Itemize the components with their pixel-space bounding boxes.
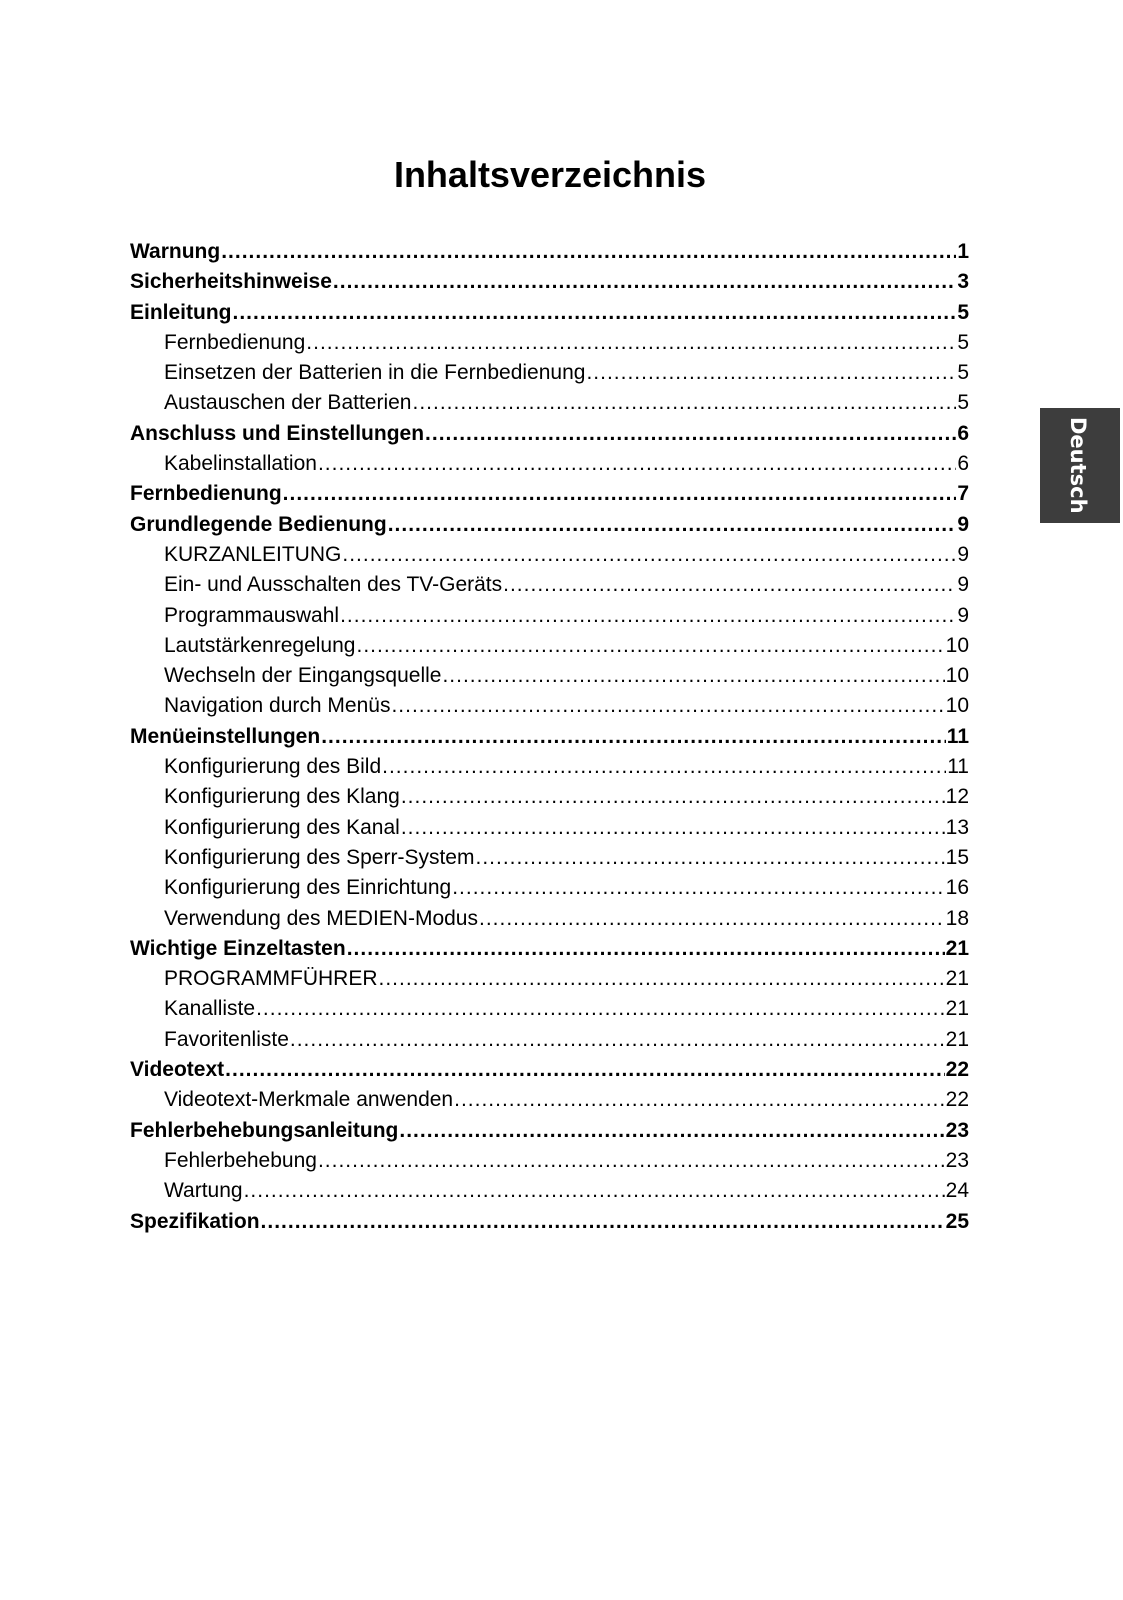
toc-dot-leader — [452, 876, 944, 900]
toc-page-number: 10 — [945, 633, 969, 657]
toc-subsection-entry[interactable] — [130, 1028, 969, 1058]
toc-entry-label: Videotext-Merkmale anwenden — [164, 1088, 454, 1112]
page-title: Inhaltsverzeichnis — [393, 154, 707, 195]
toc-page-number: 13 — [945, 815, 969, 839]
toc-dot-leader — [318, 452, 956, 476]
toc-entry-label: Fehlerbehebungsanleitung — [130, 1118, 399, 1142]
toc-dot-leader — [347, 937, 945, 961]
toc-page-number: 11 — [947, 755, 969, 779]
toc-page-number: 5 — [957, 361, 969, 385]
toc-subsection-entry[interactable] — [130, 1088, 969, 1118]
language-tab — [1040, 408, 1120, 523]
toc-page-number: 7 — [957, 482, 969, 506]
toc-dot-leader — [413, 391, 957, 415]
toc-subsection-entry[interactable] — [130, 1179, 969, 1209]
toc-subsection-entry[interactable] — [130, 664, 969, 694]
toc-dot-leader — [356, 634, 944, 658]
toc-entry-label: Konfigurierung des Bild — [164, 755, 382, 779]
toc-entry-label: Wechseln der Eingangsquelle — [164, 664, 442, 688]
toc-entry-label: Anschluss und Einstellungen — [130, 421, 425, 445]
toc-entry-label: Favoritenliste — [164, 1027, 289, 1051]
toc-entry-label: Programmauswahl — [164, 603, 340, 627]
toc-entry-label: Konfigurierung des Kanal — [164, 815, 400, 839]
toc-dot-leader — [321, 725, 946, 749]
toc-dot-leader — [503, 573, 956, 597]
toc-entry-label: Austauschen der Batterien — [164, 391, 412, 415]
toc-entry-label: Wichtige Einzeltasten — [130, 936, 346, 960]
toc-page-number: 15 — [945, 845, 969, 869]
toc-page-number: 1 — [957, 240, 969, 263]
toc-subsection-entry[interactable] — [130, 846, 969, 876]
toc-dot-leader — [340, 604, 956, 628]
toc-subsection-entry[interactable] — [130, 604, 969, 634]
toc-entry-label: Fernbedienung — [130, 482, 282, 506]
toc-subsection-entry[interactable] — [130, 997, 969, 1027]
toc-subsection-entry[interactable] — [130, 816, 969, 846]
toc-dot-leader — [233, 301, 957, 325]
toc-entry-label: Menüeinstellungen — [130, 724, 321, 748]
toc-section-entry[interactable] — [130, 1210, 969, 1240]
toc-page-number: 10 — [945, 664, 969, 688]
toc-dot-leader — [221, 240, 956, 264]
toc-dot-leader — [388, 513, 957, 537]
toc-dot-leader — [382, 755, 946, 779]
toc-subsection-entry[interactable] — [130, 361, 969, 391]
toc-dot-leader — [401, 816, 945, 840]
toc-entry-label: Kabelinstallation — [164, 452, 317, 476]
toc-section-entry[interactable] — [130, 1119, 969, 1149]
toc-entry-label: Fernbedienung — [164, 330, 306, 354]
toc-entry-label: Wartung — [164, 1179, 243, 1203]
toc-dot-leader — [454, 1088, 945, 1112]
toc-subsection-entry[interactable] — [130, 967, 969, 997]
toc-page-number: 6 — [957, 452, 969, 476]
toc-dot-leader — [261, 1210, 945, 1234]
toc-subsection-entry[interactable] — [130, 785, 969, 815]
toc-section-entry[interactable] — [130, 482, 969, 512]
toc-subsection-entry[interactable] — [130, 876, 969, 906]
toc-subsection-entry[interactable] — [130, 1149, 969, 1179]
toc-section-entry[interactable] — [130, 270, 969, 300]
toc-dot-leader — [586, 361, 956, 385]
toc-dot-leader — [342, 543, 956, 567]
toc-dot-leader — [391, 694, 944, 718]
toc-entry-label: Grundlegende Bedienung — [130, 512, 387, 536]
toc-page-number: 5 — [957, 330, 969, 354]
toc-section-entry[interactable] — [130, 937, 969, 967]
toc-page-number: 9 — [957, 603, 969, 627]
toc-page-number: 16 — [945, 876, 969, 900]
toc-entry-label: Ein- und Ausschalten des TV-Geräts — [164, 573, 503, 597]
toc-section-entry[interactable] — [130, 725, 969, 755]
table-of-contents — [130, 240, 969, 1240]
toc-page-number: 21 — [945, 936, 969, 960]
toc-dot-leader — [479, 907, 945, 931]
toc-dot-leader — [225, 1058, 944, 1082]
toc-page-number: 24 — [945, 1179, 969, 1203]
toc-entry-label: PROGRAMMFÜHRER — [164, 967, 378, 991]
toc-entry-label: Warnung — [130, 240, 221, 263]
toc-dot-leader — [290, 1028, 945, 1052]
toc-dot-leader — [244, 1179, 945, 1203]
toc-entry-label: Videotext — [130, 1058, 225, 1082]
toc-entry-label: Lautstärkenregelung — [164, 633, 356, 657]
toc-dot-leader — [333, 270, 956, 294]
toc-page-number: 21 — [945, 997, 969, 1021]
toc-page-number: 22 — [945, 1088, 969, 1112]
toc-subsection-entry[interactable] — [130, 331, 969, 361]
toc-entry-label: Verwendung des MEDIEN-Modus — [164, 906, 478, 930]
toc-page-number: 12 — [945, 785, 969, 809]
toc-dot-leader — [283, 482, 957, 506]
toc-subsection-entry[interactable] — [130, 694, 969, 724]
toc-page-number: 9 — [957, 542, 969, 566]
toc-section-entry[interactable] — [130, 513, 969, 543]
toc-entry-label: Sicherheitshinweise — [130, 270, 332, 294]
toc-subsection-entry[interactable] — [130, 391, 969, 421]
toc-entry-label: Fehlerbehebung — [164, 1148, 317, 1172]
toc-entry-label: Konfigurierung des Klang — [164, 785, 400, 809]
toc-entry-label: Einleitung — [130, 300, 232, 324]
toc-dot-leader — [379, 967, 945, 991]
toc-page-number: 5 — [957, 391, 969, 415]
toc-entry-label: Konfigurierung des Einrichtung — [164, 876, 452, 900]
toc-page-number: 9 — [957, 512, 969, 536]
toc-subsection-entry[interactable] — [130, 543, 969, 573]
toc-page-number: 21 — [945, 967, 969, 991]
toc-subsection-entry[interactable] — [130, 755, 969, 785]
toc-page-number: 11 — [946, 724, 969, 748]
toc-entry-label: KURZANLEITUNG — [164, 542, 342, 566]
toc-entry-label: Kanalliste — [164, 997, 256, 1021]
toc-subsection-entry[interactable] — [130, 907, 969, 937]
toc-section-entry[interactable] — [130, 301, 969, 331]
toc-page-number: 21 — [945, 1027, 969, 1051]
toc-page-number: 22 — [945, 1058, 969, 1082]
toc-page-number: 10 — [945, 694, 969, 718]
toc-entry-label: Navigation durch Menüs — [164, 694, 391, 718]
toc-page-number: 5 — [957, 300, 969, 324]
toc-page-number: 18 — [945, 906, 969, 930]
toc-entry-label: Spezifikation — [130, 1209, 260, 1233]
toc-dot-leader — [475, 846, 944, 870]
toc-subsection-entry[interactable] — [130, 452, 969, 482]
toc-dot-leader — [399, 1119, 944, 1143]
toc-page-number: 3 — [957, 270, 969, 294]
toc-entry-label: Konfigurierung des Sperr-System — [164, 845, 475, 869]
toc-page-number: 6 — [957, 421, 969, 445]
toc-page-number: 23 — [945, 1118, 969, 1142]
toc-page-number: 23 — [945, 1148, 969, 1172]
toc-dot-leader — [442, 664, 944, 688]
toc-entry-label: Einsetzen der Batterien in die Fernbedienung — [164, 361, 586, 385]
toc-dot-leader — [425, 422, 956, 446]
toc-dot-leader — [306, 331, 956, 355]
toc-page-number: 25 — [945, 1209, 969, 1233]
toc-section-entry[interactable] — [130, 240, 969, 270]
toc-dot-leader — [401, 785, 945, 809]
toc-subsection-entry[interactable] — [130, 573, 969, 603]
toc-subsection-entry[interactable] — [130, 634, 969, 664]
toc-section-entry[interactable] — [130, 1058, 969, 1088]
toc-section-entry[interactable] — [130, 422, 969, 452]
toc-page-number: 9 — [957, 573, 969, 597]
language-tab-label: Deutsch — [1066, 417, 1090, 514]
toc-dot-leader — [318, 1149, 945, 1173]
toc-dot-leader — [256, 997, 945, 1021]
